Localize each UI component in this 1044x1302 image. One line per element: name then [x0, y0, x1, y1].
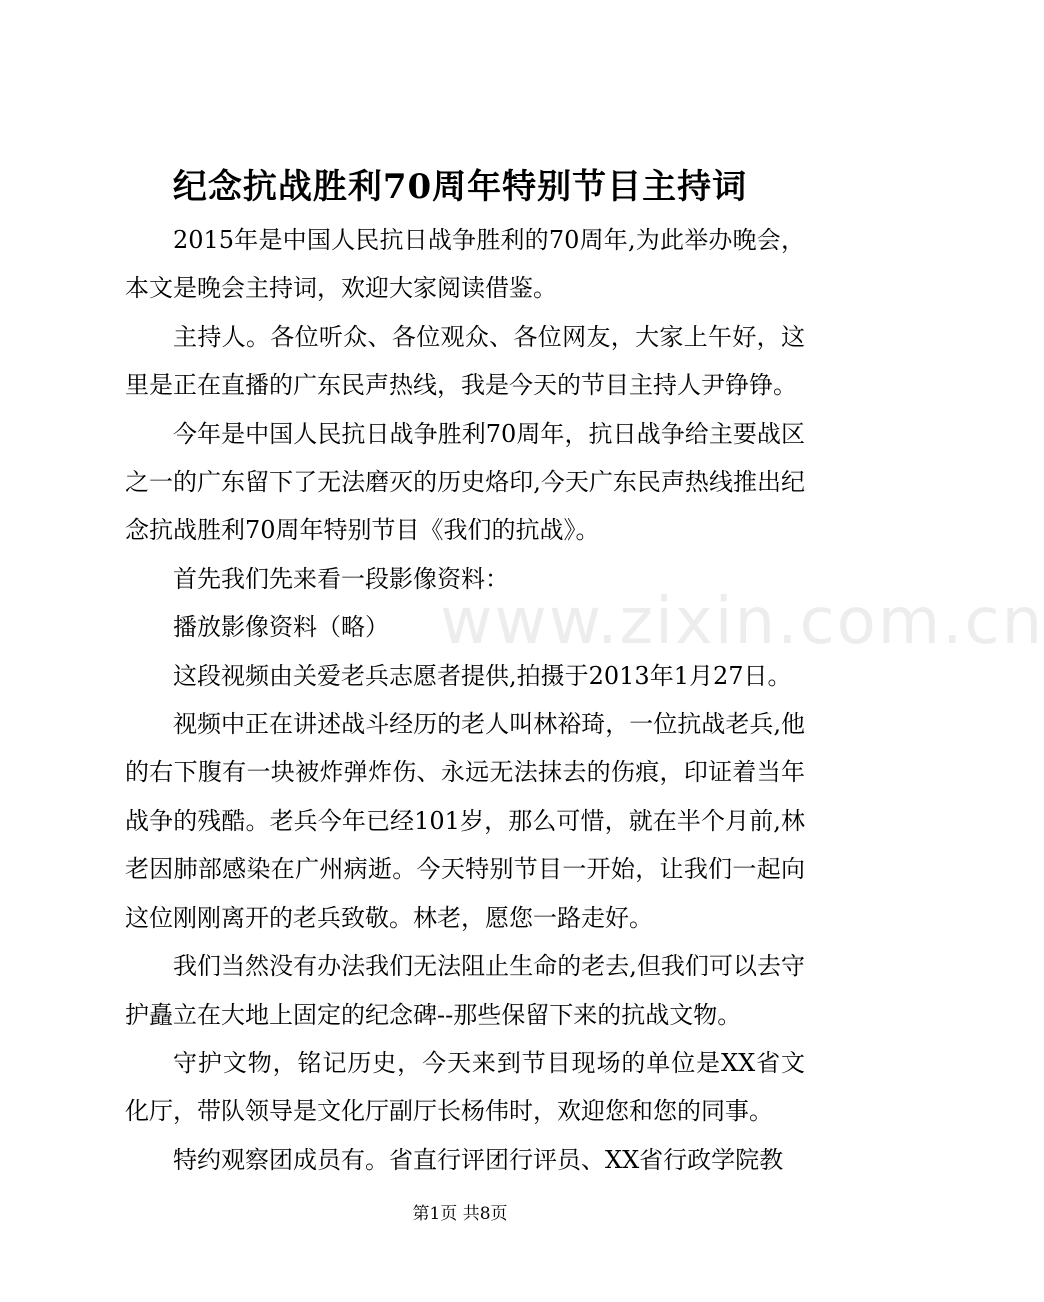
paragraph-play-video: 播放影像资料（略） [173, 613, 389, 642]
paragraph-intro: 2015年是中国人民抗日战争胜利的70周年,为此举办晚会，本文是晚会主持词，欢迎大家阅读借鉴。 [125, 226, 805, 303]
paragraph-program-intro: 今年是中国人民抗日战争胜利70周年，抗日战争给主要战区之一的广东留下了无法磨灭的历史烙印,今天广东民声热线推出纪念抗战胜利70周年特别节目《我们的抗战》。 [125, 419, 805, 545]
document-title: 纪念抗战胜利70周年特别节目主持词 [172, 167, 748, 207]
page-footer: 第1页 共8页 [412, 1204, 508, 1224]
document-body [125, 216, 805, 1184]
paragraph-veteran-story: 视频中正在讲述战斗经历的老人叫林裕琦，一位抗战老兵,他的右下腹有一块被炸弹炸伤、永远无法抹去的伤痕，印证着当年战争的残酷。老兵今年已经101岁，那么可惜，就在半个月前,林老因肺部感染在广州病逝。今天特别节目一开始，让我们一起向这位刚刚离开的老兵致敬。林老，愿您一路走好。 [125, 710, 805, 932]
paragraph-video-lead: 首先我们先来看一段影像资料： [173, 564, 509, 593]
paragraph-host-greeting: 主持人。各位听众、各位观众、各位网友，大家上午好，这里是正在直播的广东民声热线，我是今天的节目主持人尹铮铮。 [125, 322, 805, 400]
paragraph-monuments: 我们当然没有办法我们无法阻止生命的老去,但我们可以去守护矗立在大地上固定的纪念碑--那些保留下来的抗战文物。 [125, 952, 805, 1029]
paragraph-video-source: 这段视频由关爱老兵志愿者提供,拍摄于2013年1月27日。 [173, 661, 792, 690]
paragraph-observers: 特约观察团成员有。省直行评团行评员、XX省行政学院教 [173, 1145, 784, 1174]
watermark: www.zixin.com.cn [440, 585, 1044, 659]
paragraph-guests: 守护文物，铭记历史，今天来到节目现场的单位是XX省文化厅，带队领导是文化厅副厅长杨伟时，欢迎您和您的同事。 [125, 1048, 805, 1126]
